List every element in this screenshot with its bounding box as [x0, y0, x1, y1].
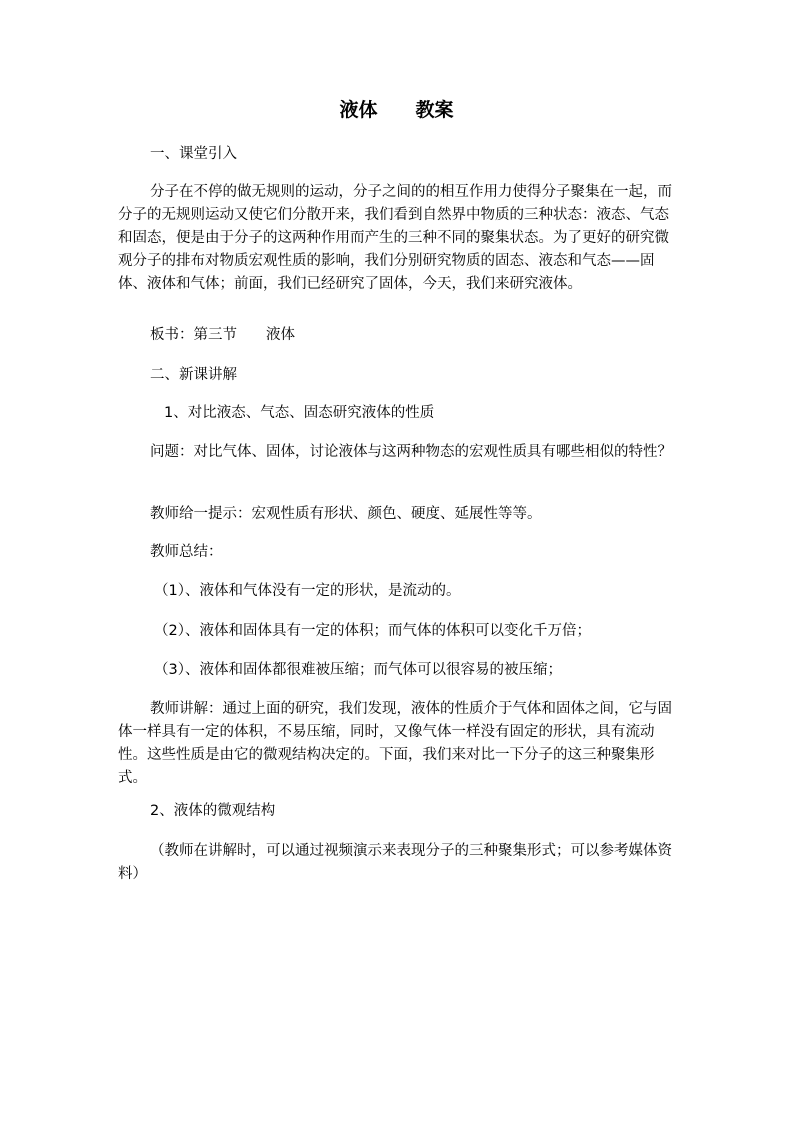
new-lesson-heading: 二、新课讲解 [150, 367, 237, 383]
document-title: 液体 教案 [339, 99, 454, 121]
summary-point: （2）、液体和固体具有一定的体积；而气体的体积可以变化千万倍； [154, 623, 591, 639]
subheading-1: 1、对比液态、气态、固态研究液体的性质 [164, 405, 435, 421]
intro-paragraph: 分子在不停的做无规则的运动，分子之间的的相互作用力使得分子聚集在一起，而分子的无规则运动又使它们分散开来，我们看到自然界中物质的三种状态：液态、气态和固态，便是由于分子的这两种作用而产生的三种不同的聚集状态。为了更好的研究微观分子的排布对物质宏观性质的影响，我们分别研究物质的固态、液态和气态——固体、液体和气体；前面，我们已经研究了固体，今天，我们来研究液体。 [118, 184, 672, 292]
summary-point: （3）、液体和固体都很难被压缩；而气体可以很容易的被压缩； [154, 662, 562, 678]
intro-heading: 一、课堂引入 [150, 146, 237, 162]
board-note: 板书：第三节 液体 [150, 327, 295, 343]
teacher-explain: 教师讲解：通过上面的研究，我们发现，液体的性质介于气体和固体之间，它与固体一样具有一定的体积，不易压缩，同时，又像气体一样没有固定的形状，具有流动性。这些性质是由它的微观结构决定的。下面，我们来对比一下分子的这三种聚集形式。 [118, 701, 672, 786]
subheading-2: 2、液体的微观结构 [150, 803, 276, 819]
question-paragraph: 问题：对比气体、固体，讨论液体与这两种物态的宏观性质具有哪些相似的特性？ [150, 444, 672, 460]
teacher-note: （教师在讲解时，可以通过视频演示来表现分子的三种聚集形式；可以参考媒体资料） [118, 843, 672, 882]
teacher-summary: 教师总结： [150, 544, 223, 560]
teacher-hint: 教师给一提示：宏观性质有形状、颜色、硬度、延展性等等。 [150, 506, 542, 522]
summary-point: （1）、液体和气体没有一定的形状，是流动的。 [154, 583, 461, 599]
